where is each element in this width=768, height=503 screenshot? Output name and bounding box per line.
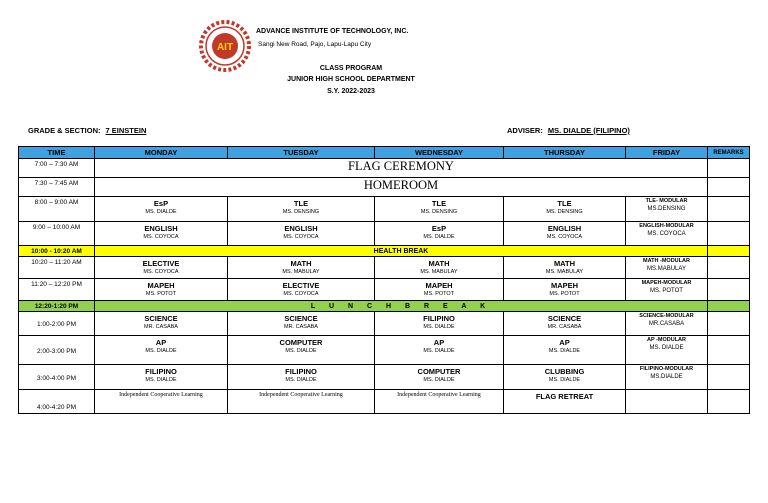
teacher: MS. MABULAY [420, 269, 458, 275]
teacher: MS. MABULAY [545, 269, 584, 275]
table-row [19, 336, 750, 365]
class-cell [626, 197, 708, 222]
class-cell [504, 279, 626, 301]
class-cell [375, 257, 504, 279]
teacher: MS. DIALDE [548, 377, 581, 383]
teacher: MS. DENSING [282, 209, 320, 215]
subject: TLE- MODULAR [645, 198, 688, 204]
teacher: MS. MABULAY [282, 269, 320, 275]
header-monday: MONDAY [95, 147, 228, 159]
teacher: MS. DENSING [420, 209, 458, 215]
subject: SCIENCE [547, 314, 582, 323]
teacher: MS.DENSING [647, 206, 686, 212]
remarks-cell [708, 336, 750, 365]
subject: FILIPINO [423, 314, 455, 323]
subject: TLE [431, 199, 447, 208]
header-tuesday: TUESDAY [228, 147, 375, 159]
class-cell [95, 197, 228, 222]
svg-text:AIT: AIT [216, 42, 234, 53]
independent-learning: Independent Cooperative Learning [119, 392, 203, 398]
remarks-cell [708, 390, 750, 414]
class-cell [626, 257, 708, 279]
health-break-label: HEALTH BREAK [95, 246, 708, 257]
class-cell [95, 222, 228, 246]
time-cell: 2:00-3:00 PM [19, 336, 95, 365]
subject: SCIENCE [284, 314, 318, 323]
remarks-cell [708, 365, 750, 390]
subject: FILIPINO [145, 367, 177, 376]
header-time: TIME [19, 147, 95, 159]
class-cell [375, 390, 504, 414]
adviser-label: ADVISER: [507, 126, 543, 135]
independent-learning: Independent Cooperative Learning [397, 392, 481, 398]
class-cell [504, 257, 626, 279]
time-cell: 9:00 – 10:00 AM [19, 222, 95, 246]
teacher: MS. COYOCA [283, 291, 319, 297]
teacher: MS. DIALDE [649, 345, 684, 351]
teacher: MS. COYOCA [143, 269, 179, 275]
class-cell [95, 336, 228, 365]
school-logo [199, 20, 251, 72]
flag-retreat: FLAG RETREAT [535, 392, 594, 401]
class-cell [228, 197, 375, 222]
time-cell: 10:00 - 10:20 AM [19, 246, 95, 257]
class-cell [228, 365, 375, 390]
remarks-cell [708, 312, 750, 336]
header-friday: FRIDAY [626, 147, 708, 159]
time-cell: 7:00 – 7:30 AM [19, 159, 95, 178]
teacher: MS. DIALDE [423, 377, 455, 383]
subject: ENGLISH [144, 224, 178, 233]
subject: TLE [293, 199, 309, 208]
header-remarks: REMARKS [708, 147, 750, 159]
class-cell [375, 365, 504, 390]
subject: AP [433, 338, 445, 347]
class-cell [95, 365, 228, 390]
subject: MATH -MODULAR [643, 258, 690, 264]
table-header-row [19, 147, 750, 159]
department: JUNIOR HIGH SCHOOL DEPARTMENT [287, 76, 415, 83]
homeroom: HOMEROOM [95, 178, 708, 197]
flag-ceremony: FLAG CEREMONY [95, 159, 708, 178]
class-cell [228, 390, 375, 414]
teacher: MS.DIALDE [650, 374, 683, 380]
class-cell [228, 222, 375, 246]
class-cell [375, 279, 504, 301]
time-cell: 7:30 – 7:45 AM [19, 178, 95, 197]
school-name: ADVANCE INSTITUTE OF TECHNOLOGY, INC. [256, 28, 409, 35]
subject: ENGLISH [547, 224, 582, 233]
remarks-cell [708, 257, 750, 279]
table-row [19, 257, 750, 279]
subject: MATH [428, 259, 450, 268]
header-wednesday: WEDNESDAY [375, 147, 504, 159]
class-cell [95, 390, 228, 414]
time-cell: 11:20 – 12:20 PM [19, 279, 95, 301]
subject: AP [559, 338, 570, 347]
subject: MAPEH [147, 281, 175, 290]
grade-label: GRADE & SECTION: [28, 126, 101, 135]
subject: FILIPINO [285, 367, 317, 376]
subject: FILIPINO-MODULAR [639, 366, 694, 372]
time-cell: 4:00-4:20 PM [19, 390, 95, 414]
subject: TLE [557, 199, 572, 208]
class-cell [504, 365, 626, 390]
teacher: MS. DIALDE [285, 377, 317, 383]
subject: EsP [431, 224, 447, 233]
class-cell [504, 312, 626, 336]
teacher: MS. DIALDE [423, 348, 455, 354]
teacher: MS.MABULAY [647, 266, 686, 272]
health-break-row [19, 246, 750, 257]
teacher: MS. DENSING [546, 209, 583, 215]
time-cell: 10:20 – 11:20 AM [19, 257, 95, 279]
class-cell [228, 336, 375, 365]
class-schedule-table [18, 146, 750, 414]
time-cell: 12:20-1:20 PM [19, 301, 95, 312]
school-year: S.Y. 2022-2023 [327, 88, 375, 95]
class-cell [95, 312, 228, 336]
subject: ELECTIVE [282, 281, 320, 290]
teacher: MS. POTOT [145, 291, 177, 297]
class-cell [504, 197, 626, 222]
table-row [19, 222, 750, 246]
subject: CLUBBING [544, 367, 585, 376]
lunch-break-row [19, 301, 750, 312]
teacher: MS. DIALDE [145, 348, 177, 354]
class-cell [228, 257, 375, 279]
teacher: MS. DIALDE [423, 234, 455, 240]
adviser [507, 126, 630, 135]
class-cell [626, 390, 708, 414]
subject: ELECTIVE [142, 259, 180, 268]
remarks-cell [708, 222, 750, 246]
class-cell [626, 222, 708, 246]
subject: COMPUTER [279, 338, 323, 347]
teacher: MS. POTOT [650, 288, 683, 294]
remarks-cell [708, 197, 750, 222]
grade-section [28, 126, 146, 135]
teacher: MR. CASABA [547, 324, 582, 330]
teacher: MS. COYOCA [546, 234, 583, 240]
class-cell [375, 312, 504, 336]
teacher: MS. DIALDE [548, 348, 581, 354]
class-cell [626, 336, 708, 365]
teacher: MR.CASABA [648, 321, 685, 327]
teacher: MS. POTOT [549, 291, 580, 297]
class-cell [375, 336, 504, 365]
independent-learning: Independent Cooperative Learning [259, 392, 343, 398]
teacher: MS. DIALDE [145, 377, 177, 383]
subject: MATH [290, 259, 312, 268]
class-cell [95, 279, 228, 301]
teacher: MS. COYOCA [647, 231, 686, 237]
subject: EsP [153, 199, 169, 208]
subject: MAPEH [425, 281, 453, 290]
subject: ENGLISH [284, 224, 318, 233]
class-cell [375, 197, 504, 222]
table-row [19, 279, 750, 301]
teacher: MR. CASABA [284, 324, 318, 330]
teacher: MR. CASABA [144, 324, 178, 330]
class-cell [626, 279, 708, 301]
adviser-value: MS. DIALDE (FILIPINO) [547, 126, 630, 135]
subject: SCIENCE-MODULAR [639, 313, 694, 319]
subject: COMPUTER [417, 367, 461, 376]
grade-value: 7 EINSTEIN [105, 126, 147, 135]
table-row [19, 197, 750, 222]
class-cell [626, 312, 708, 336]
subject: AP [155, 338, 167, 347]
class-cell [504, 222, 626, 246]
teacher: MS. POTOT [423, 291, 455, 297]
header-thursday: THURSDAY [504, 147, 626, 159]
subject: ENGLISH-MODULAR [639, 223, 694, 229]
subject: SCIENCE [144, 314, 178, 323]
lunch-break-label: L U N C H B R E A K [95, 301, 708, 312]
class-cell [504, 336, 626, 365]
subject: MAPEH-MODULAR [641, 280, 692, 286]
class-cell [626, 365, 708, 390]
subject: MATH [553, 259, 576, 268]
subject: AP -MODULAR [646, 337, 686, 343]
time-cell: 3:00-4:00 PM [19, 365, 95, 390]
teacher: MS. DIALDE [285, 348, 317, 354]
table-row [19, 159, 750, 178]
class-cell [228, 279, 375, 301]
table-row [19, 312, 750, 336]
class-cell [95, 257, 228, 279]
teacher: MS. DIALDE [145, 209, 177, 215]
class-cell [504, 390, 626, 414]
time-cell: 8:00 – 9:00 AM [19, 197, 95, 222]
time-cell: 1:00-2:00 PM [19, 312, 95, 336]
class-cell [228, 312, 375, 336]
teacher: MS. COYOCA [283, 234, 319, 240]
remarks-cell [708, 246, 750, 257]
document-title: CLASS PROGRAM [319, 65, 383, 72]
remarks-cell [708, 178, 750, 197]
teacher: MS. COYOCA [143, 234, 179, 240]
school-address: Sangi New Road, Pajo, Lapu-Lapu City [258, 41, 372, 48]
table-row [19, 365, 750, 390]
remarks-cell [708, 159, 750, 178]
table-row [19, 390, 750, 414]
class-cell [375, 222, 504, 246]
remarks-cell [708, 301, 750, 312]
table-row [19, 178, 750, 197]
remarks-cell [708, 279, 750, 301]
subject: MAPEH [550, 281, 579, 290]
teacher: MS. DIALDE [423, 324, 455, 330]
